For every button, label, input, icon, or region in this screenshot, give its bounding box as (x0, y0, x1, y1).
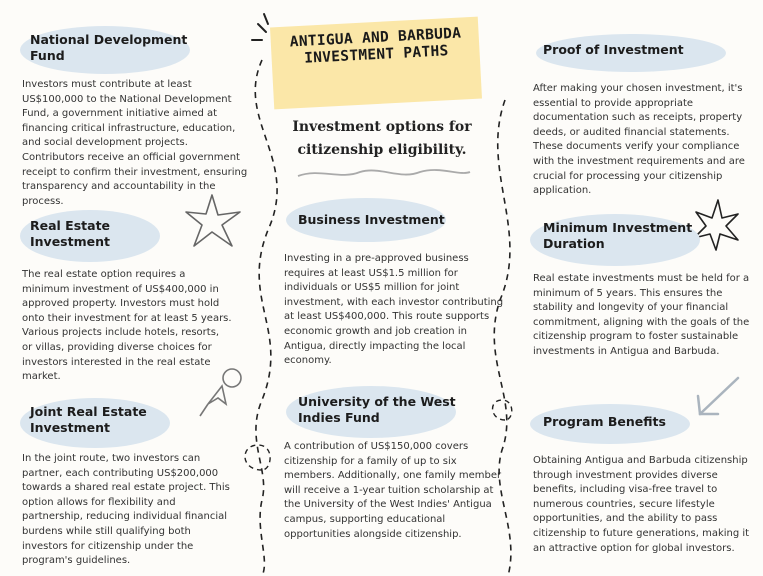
card-minimum-investment-duration (533, 220, 751, 360)
card-heading: Proof of Investment (543, 42, 684, 57)
card-heading: Business Investment (298, 212, 445, 227)
card-heading: National Development Fund (30, 32, 188, 63)
dashed-path (255, 60, 277, 576)
card-proof-of-investment (533, 42, 751, 199)
card-university-fund (284, 394, 504, 542)
dashed-loop-left (245, 445, 270, 470)
card-heading: Program Benefits (543, 414, 666, 429)
card-national-development-fund (22, 32, 252, 209)
page-subtitle: Investment options for citizenship eligibility. (292, 119, 472, 158)
card-body: Investors must contribute at least US$100,000 to the National Development Fund, a government initiative aimed at financing critical infrastructure, education, and social development projects. Contributors receive an official government receipt to confirm their investment, ensuring transparency and accountability in the process. (22, 79, 248, 207)
page-title: ANTIGUA AND BARBUDA INVESTMENT PATHS (289, 25, 462, 67)
card-program-benefits (533, 414, 751, 556)
card-heading: University of the West Indies Fund (298, 394, 456, 425)
card-body: In the joint route, two investors can partner, each contributing US$200,000 towards a shared real estate project. This option allows for flexibility and partnership, reducing individual financial burdens while still qualifying both investors for citizenship under the program's guidelines. (22, 453, 230, 567)
card-body: Real estate investments must be held for a minimum of 5 years. This ensures the stability and longevity of your financial commitment, aligning with the goals of the citizenship program to foster sustainable investments in Antigua and Barbuda. (533, 273, 750, 357)
card-business-investment (284, 212, 504, 369)
card-heading: Real Estate Investment (30, 218, 111, 249)
card-heading: Joint Real Estate Investment (30, 404, 147, 435)
card-real-estate-investment (22, 218, 232, 385)
card-heading: Minimum Investment Duration (543, 220, 693, 251)
card-body: A contribution of US$150,000 covers citizenship for a family of up to six members. Additionally, one family member will receive a 1-year tuition scholarship at the University of the West Indies' Antigua campus, supporting educational opportunities alongside citizenship. (284, 441, 502, 540)
card-joint-real-estate-investment (22, 404, 237, 569)
card-body: After making your chosen investment, it's essential to provide appropriate documentation such as receipts, property deeds, or audited financial statements. These documents verify your compliance with the investment requirements and are crucial for processing your citizenship application. (533, 83, 745, 197)
card-body: Obtaining Antigua and Barbuda citizenship through investment provides diverse benefits, including visa-free travel to numerous countries, secure lifestyle opportunities, and the ability to pass citizenship to future generations, making it an attractive option for global investors. (533, 455, 750, 554)
sparkle-icon (252, 14, 268, 40)
squiggle-underline (298, 170, 470, 176)
arrow-icon (698, 378, 738, 414)
card-body: The real estate option requires a minimum investment of US$400,000 in approved property. Investors must hold onto their investment for at least 5 years. Various projects include hotels, resorts, or villas, providing diverse choices for investors interested in the real estate market. (22, 269, 232, 383)
card-body: Investing in a pre-approved business requires at least US$1.5 million for individuals or US$5 million for joint investment, with each investor contributing at least US$400,000. This route supports economic growth and job creation in Antigua, directly impacting the local economy. (284, 253, 504, 367)
